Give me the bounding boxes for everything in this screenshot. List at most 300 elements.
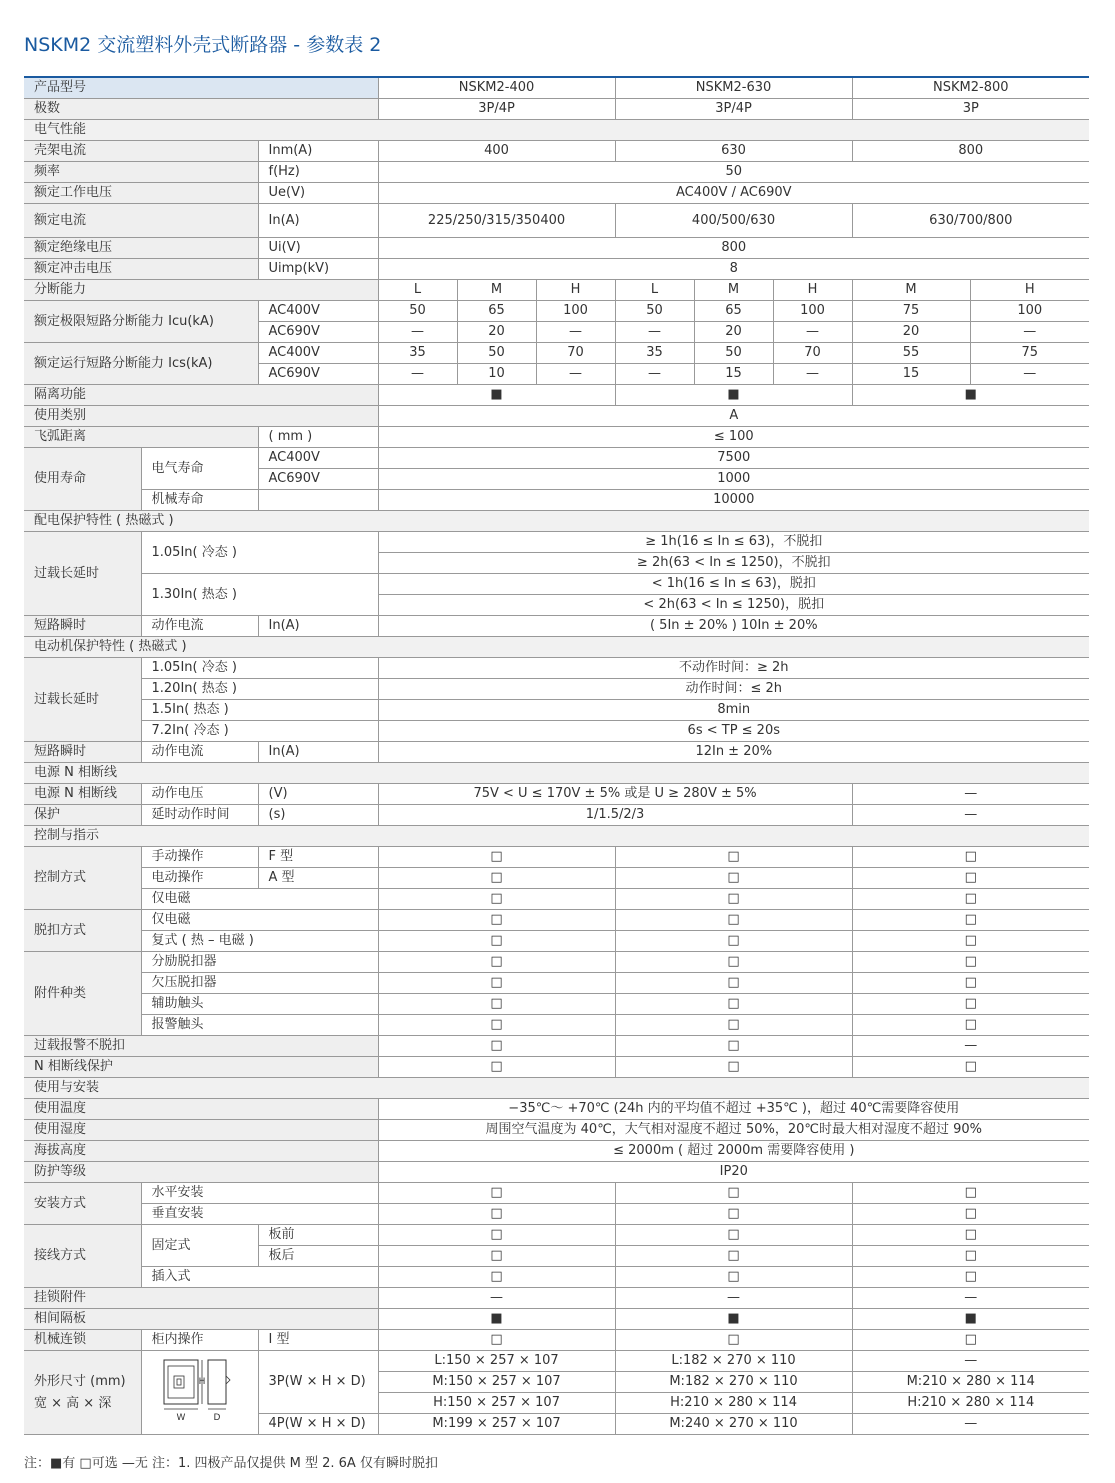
table-cell: 过载长延时 [24, 658, 141, 742]
table-row [24, 805, 1089, 826]
checkbox-symbol: □ [615, 1225, 852, 1246]
value-cell: 7500 [378, 448, 1089, 469]
table-cell: AC400V [258, 343, 378, 364]
value-cell: 35 [615, 343, 694, 364]
table-row [24, 490, 1089, 511]
table-row [24, 868, 1089, 889]
checkbox-symbol: □ [378, 952, 615, 973]
value-cell: 1000 [378, 469, 1089, 490]
table-cell: 1.30In( 热态 ) [141, 574, 378, 616]
value-cell: H [536, 280, 615, 301]
value-cell: A [378, 406, 1089, 427]
value-cell: 12In ± 20% [378, 742, 1089, 763]
value-cell: M [694, 280, 773, 301]
table-cell: A 型 [258, 868, 378, 889]
table-cell: 壳架电流 [24, 141, 258, 162]
value-cell: 100 [773, 301, 852, 322]
checkbox-symbol: □ [852, 994, 1089, 1015]
table-cell: 脱扣方式 [24, 910, 141, 952]
section-header: 电气性能 [24, 120, 1089, 141]
dims-label-1: 外形尺寸 (mm) [34, 1373, 126, 1389]
table-cell: 水平安装 [141, 1183, 378, 1204]
value-cell: □ [615, 1330, 852, 1351]
checkbox-symbol: □ [615, 952, 852, 973]
table-cell: (s) [258, 805, 378, 826]
checkbox-symbol: □ [615, 910, 852, 931]
table-row [24, 406, 1089, 427]
value-cell: M:150 × 257 × 107 [378, 1372, 615, 1393]
value-cell: — [615, 1288, 852, 1309]
value-cell: IP20 [378, 1162, 1089, 1183]
value-cell: 3P/4P [378, 99, 615, 120]
table-row [24, 343, 1089, 364]
value-cell: 15 [852, 364, 970, 385]
table-cell: In(A) [258, 616, 378, 637]
value-cell: — [852, 784, 1089, 805]
table-cell: Ⅰ 型 [258, 1330, 378, 1351]
table-cell: 电气寿命 [141, 448, 258, 490]
value-cell: 630 [615, 141, 852, 162]
value-cell: AC400V / AC690V [378, 183, 1089, 204]
value-cell: ■ [615, 1309, 852, 1330]
table-row [24, 700, 1089, 721]
value-cell: — [852, 1351, 1089, 1372]
table-cell: 3P(W × H × D) [258, 1351, 378, 1414]
value-cell: — [852, 805, 1089, 826]
checkbox-symbol: □ [615, 1183, 852, 1204]
table-row [24, 952, 1089, 973]
section-header: 配电保护特性 ( 热磁式 ) [24, 511, 1089, 532]
value-cell: L:182 × 270 × 110 [615, 1351, 852, 1372]
table-cell: Ui(V) [258, 238, 378, 259]
value-cell: 65 [457, 301, 536, 322]
checkbox-symbol: □ [378, 910, 615, 931]
table-row [24, 910, 1089, 931]
value-cell: □ [378, 1057, 615, 1078]
table-cell: 安装方式 [24, 1183, 141, 1225]
table-row [24, 1183, 1089, 1204]
table-cell: (V) [258, 784, 378, 805]
table-cell: 仅电磁 [141, 910, 378, 931]
value-cell: 8min [378, 700, 1089, 721]
value-cell: ≥ 2h(63 < In ≤ 1250)，不脱扣 [378, 553, 1089, 574]
value-cell: 15 [694, 364, 773, 385]
checkbox-symbol: □ [378, 889, 615, 910]
dims-diagram [141, 1351, 258, 1435]
table-cell: 过载长延时 [24, 532, 141, 616]
value-cell: 20 [852, 322, 970, 343]
value-cell: 6s < TP ≤ 20s [378, 721, 1089, 742]
table-cell: Ue(V) [258, 183, 378, 204]
value-cell: 100 [536, 301, 615, 322]
table-row [24, 1309, 1089, 1330]
table-cell: AC690V [258, 469, 378, 490]
table-cell: 额定极限短路分断能力 Icu(kA) [24, 301, 258, 343]
checkbox-symbol: □ [852, 1246, 1089, 1267]
table-row [24, 637, 1089, 658]
table-cell: 接线方式 [24, 1225, 141, 1288]
value-cell: 50 [378, 162, 1089, 183]
table-row [24, 259, 1089, 280]
table-cell: 短路瞬时 [24, 616, 141, 637]
table-cell: 4P(W × H × D) [258, 1414, 378, 1435]
value-cell: < 2h(63 < In ≤ 1250)，脱扣 [378, 595, 1089, 616]
dims-label [24, 1351, 141, 1435]
table-row [24, 973, 1089, 994]
value-cell: □ [852, 1330, 1089, 1351]
header-label: 产品型号 [24, 77, 378, 99]
checkbox-symbol: □ [852, 973, 1089, 994]
value-cell: ( 5In ± 20% ) 10In ± 20% [378, 616, 1089, 637]
table-cell: 附件种类 [24, 952, 141, 1036]
dim-w-label: W [176, 1413, 185, 1423]
value-cell: 50 [457, 343, 536, 364]
value-cell: — [615, 364, 694, 385]
checkbox-symbol: □ [852, 1225, 1089, 1246]
table-cell: 报警触头 [141, 1015, 378, 1036]
checkbox-symbol: □ [852, 1267, 1089, 1288]
table-cell: 柜内操作 [141, 1330, 258, 1351]
value-cell: □ [378, 1036, 615, 1057]
table-cell: 垂直安装 [141, 1204, 378, 1225]
table-row [24, 742, 1089, 763]
value-cell: M:182 × 270 × 110 [615, 1372, 852, 1393]
table-cell: 板后 [258, 1246, 378, 1267]
value-cell: ≤ 2000m ( 超过 2000m 需要降容使用 ) [378, 1141, 1089, 1162]
value-cell: 10000 [378, 490, 1089, 511]
checkbox-symbol: □ [378, 1246, 615, 1267]
checkbox-symbol: □ [615, 1204, 852, 1225]
checkbox-symbol: □ [852, 952, 1089, 973]
value-cell: — [970, 322, 1089, 343]
value-cell: 50 [378, 301, 457, 322]
table-row [24, 162, 1089, 183]
checkbox-symbol: □ [378, 847, 615, 868]
value-cell: M [457, 280, 536, 301]
table-row [24, 238, 1089, 259]
value-cell: ■ [852, 1309, 1089, 1330]
value-cell: H [970, 280, 1089, 301]
checkbox-symbol: □ [615, 847, 852, 868]
table-cell: 动作电流 [141, 616, 258, 637]
table-cell: 额定工作电压 [24, 183, 258, 204]
value-cell: — [852, 1036, 1089, 1057]
value-cell: H:210 × 280 × 114 [615, 1393, 852, 1414]
value-cell: 20 [457, 322, 536, 343]
value-cell: 10 [457, 364, 536, 385]
legend-note: 注：■有 □可选 —无 注：1. 四极产品仅提供 M 型 2. 6A 仅有瞬时脱扣 [24, 1456, 438, 1471]
table-cell: 过载报警不脱扣 [24, 1036, 378, 1057]
table-cell: 额定冲击电压 [24, 259, 258, 280]
value-cell: — [378, 322, 457, 343]
section-header: 电源 N 相断线 [24, 763, 1089, 784]
table-cell: 欠压脱扣器 [141, 973, 378, 994]
table-row [24, 1204, 1089, 1225]
checkbox-symbol: □ [852, 910, 1089, 931]
table-cell: 防护等级 [24, 1162, 378, 1183]
table-cell: 使用温度 [24, 1099, 378, 1120]
checkbox-symbol: □ [852, 931, 1089, 952]
table-row [24, 532, 1089, 553]
table-cell: 分断能力 [24, 280, 378, 301]
table-cell: 手动操作 [141, 847, 258, 868]
breaker-outline-icon [158, 1354, 242, 1424]
value-cell: M [852, 280, 970, 301]
table-cell: F 型 [258, 847, 378, 868]
table-cell: f(Hz) [258, 162, 378, 183]
checkbox-symbol: □ [615, 1246, 852, 1267]
table-row [24, 1288, 1089, 1309]
table-cell: 挂锁附件 [24, 1288, 378, 1309]
table-row [24, 826, 1089, 847]
table-cell: 辅助触头 [141, 994, 378, 1015]
table-row [24, 763, 1089, 784]
table-cell: 使用寿命 [24, 448, 141, 511]
value-cell: ■ [378, 385, 615, 406]
table-row [24, 658, 1089, 679]
checkbox-symbol: □ [615, 973, 852, 994]
value-cell: 50 [615, 301, 694, 322]
table-cell: 1.05In( 冷态 ) [141, 658, 378, 679]
section-header: 控制与指示 [24, 826, 1089, 847]
checkbox-symbol: □ [378, 973, 615, 994]
value-cell: < 1h(16 ≤ In ≤ 63)，脱扣 [378, 574, 1089, 595]
table-row [24, 616, 1089, 637]
value-cell: 75 [852, 301, 970, 322]
value-cell: — [378, 1288, 615, 1309]
checkbox-symbol: □ [852, 1183, 1089, 1204]
table-row [24, 427, 1089, 448]
section-header: 电动机保护特性 ( 热磁式 ) [24, 637, 1089, 658]
checkbox-symbol: □ [615, 889, 852, 910]
table-row [24, 448, 1089, 469]
checkbox-symbol: □ [378, 1225, 615, 1246]
value-cell: □ [615, 1036, 852, 1057]
dim-d-label: D [213, 1413, 220, 1423]
model-header: NSKM2-800 [852, 77, 1089, 99]
table-row [24, 574, 1089, 595]
table-row [24, 889, 1089, 910]
checkbox-symbol: □ [852, 847, 1089, 868]
table-cell: 电动操作 [141, 868, 258, 889]
table-cell: 极数 [24, 99, 378, 120]
value-cell: □ [378, 1330, 615, 1351]
value-cell: 周围空气温度为 40℃，大气相对湿度不超过 50%，20℃时最大相对湿度不超过 90% [378, 1120, 1089, 1141]
value-cell: L [615, 280, 694, 301]
checkbox-symbol: □ [615, 868, 852, 889]
value-cell: 75 [970, 343, 1089, 364]
table-cell: 额定电流 [24, 204, 258, 238]
value-cell: 400 [378, 141, 615, 162]
table-cell: 隔离功能 [24, 385, 378, 406]
table-cell: ( mm ) [258, 427, 378, 448]
table-row [24, 511, 1089, 532]
value-cell: 65 [694, 301, 773, 322]
checkbox-symbol: □ [852, 868, 1089, 889]
table-cell: 飞弧距离 [24, 427, 258, 448]
value-cell: — [378, 364, 457, 385]
table-cell: 频率 [24, 162, 258, 183]
value-cell: 1/1.5/2/3 [378, 805, 852, 826]
model-header: NSKM2-630 [615, 77, 852, 99]
table-cell: 使用类别 [24, 406, 378, 427]
checkbox-symbol: □ [852, 1015, 1089, 1036]
table-row [24, 847, 1089, 868]
value-cell: — [773, 364, 852, 385]
table-row [24, 77, 1089, 99]
value-cell: 不动作时间：≥ 2h [378, 658, 1089, 679]
value-cell: −35℃～ +70℃ (24h 内的平均值不超过 +35℃ )，超过 40℃需要降容使用 [378, 1099, 1089, 1120]
checkbox-symbol: □ [852, 1204, 1089, 1225]
checkbox-symbol: □ [615, 994, 852, 1015]
table-cell: 1.20In( 热态 ) [141, 679, 378, 700]
value-cell: 400/500/630 [615, 204, 852, 238]
checkbox-symbol: □ [615, 1015, 852, 1036]
value-cell: ■ [615, 385, 852, 406]
table-cell: 海拔高度 [24, 1141, 378, 1162]
value-cell: 8 [378, 259, 1089, 280]
table-row [24, 280, 1089, 301]
table-cell: 动作电流 [141, 742, 258, 763]
value-cell: — [536, 364, 615, 385]
table-cell: AC400V [258, 448, 378, 469]
table-cell: 延时动作时间 [141, 805, 258, 826]
value-cell: 800 [852, 141, 1089, 162]
table-row [24, 1267, 1089, 1288]
value-cell: ≥ 1h(16 ≤ In ≤ 63)，不脱扣 [378, 532, 1089, 553]
table-row [24, 183, 1089, 204]
table-cell: 7.2In( 冷态 ) [141, 721, 378, 742]
table-row [24, 1330, 1089, 1351]
table-cell: 机械连锁 [24, 1330, 141, 1351]
table-row [24, 1015, 1089, 1036]
table-cell: AC690V [258, 322, 378, 343]
table-cell: 插入式 [141, 1267, 378, 1288]
value-cell: 225/250/315/350400 [378, 204, 615, 238]
table-cell: 1.05In( 冷态 ) [141, 532, 378, 574]
value-cell: ■ [852, 385, 1089, 406]
value-cell: 70 [536, 343, 615, 364]
table-cell: 复式 ( 热 – 电磁 ) [141, 931, 378, 952]
value-cell: 20 [694, 322, 773, 343]
value-cell: — [852, 1414, 1089, 1435]
page-title: NSKM2 交流塑料外壳式断路器 - 参数表 2 [24, 34, 382, 56]
table-cell: Inm(A) [258, 141, 378, 162]
spec-table [24, 76, 1089, 1435]
value-cell: — [970, 364, 1089, 385]
value-cell: 75V < U ≤ 170V ± 5% 或是 U ≥ 280V ± 5% [378, 784, 852, 805]
value-cell: — [773, 322, 852, 343]
value-cell: — [852, 1288, 1089, 1309]
dim-h-label: H [198, 1377, 205, 1387]
value-cell: M:199 × 257 × 107 [378, 1414, 615, 1435]
value-cell: ≤ 100 [378, 427, 1089, 448]
model-header: NSKM2-400 [378, 77, 615, 99]
table-cell: 额定绝缘电压 [24, 238, 258, 259]
table-row [24, 141, 1089, 162]
checkbox-symbol: □ [378, 994, 615, 1015]
value-cell: 动作时间：≤ 2h [378, 679, 1089, 700]
table-row [24, 204, 1089, 238]
table-row [24, 1225, 1089, 1246]
table-row [24, 385, 1089, 406]
checkbox-symbol: □ [378, 1267, 615, 1288]
table-row [24, 1162, 1089, 1183]
value-cell: 70 [773, 343, 852, 364]
table-cell: AC400V [258, 301, 378, 322]
table-row [24, 301, 1089, 322]
value-cell: 3P [852, 99, 1089, 120]
table-cell: 使用湿度 [24, 1120, 378, 1141]
table-cell: 仅电磁 [141, 889, 378, 910]
value-cell: M:240 × 270 × 110 [615, 1414, 852, 1435]
value-cell: 100 [970, 301, 1089, 322]
table-row [24, 120, 1089, 141]
value-cell: H:210 × 280 × 114 [852, 1393, 1089, 1414]
checkbox-symbol: □ [615, 931, 852, 952]
value-cell: 630/700/800 [852, 204, 1089, 238]
value-cell: — [536, 322, 615, 343]
value-cell: H [773, 280, 852, 301]
table-cell: In(A) [258, 742, 378, 763]
value-cell: □ [852, 1057, 1089, 1078]
table-cell: Uimp(kV) [258, 259, 378, 280]
table-cell: 机械寿命 [141, 490, 258, 511]
table-cell: 1.5In( 热态 ) [141, 700, 378, 721]
table-cell: 板前 [258, 1225, 378, 1246]
value-cell: M:210 × 280 × 114 [852, 1372, 1089, 1393]
value-cell: 800 [378, 238, 1089, 259]
table-cell: 相间隔板 [24, 1309, 378, 1330]
dims-label-2: 宽 × 高 × 深 [34, 1395, 112, 1411]
table-row [24, 721, 1089, 742]
checkbox-symbol: □ [378, 1183, 615, 1204]
table-cell [258, 490, 378, 511]
value-cell: H:150 × 257 × 107 [378, 1393, 615, 1414]
table-cell: 电源 N 相断线 [24, 784, 141, 805]
value-cell: 55 [852, 343, 970, 364]
table-row [24, 1099, 1089, 1120]
checkbox-symbol: □ [378, 1204, 615, 1225]
checkbox-symbol: □ [378, 931, 615, 952]
value-cell: ■ [378, 1309, 615, 1330]
table-cell: 分励脱扣器 [141, 952, 378, 973]
checkbox-symbol: □ [378, 868, 615, 889]
table-row [24, 994, 1089, 1015]
table-cell: 动作电压 [141, 784, 258, 805]
table-cell: 控制方式 [24, 847, 141, 910]
table-row [24, 1036, 1089, 1057]
table-cell: 保护 [24, 805, 141, 826]
table-cell: AC690V [258, 364, 378, 385]
table-cell: 固定式 [141, 1225, 258, 1267]
table-row [24, 1078, 1089, 1099]
value-cell: 35 [378, 343, 457, 364]
table-row [24, 931, 1089, 952]
table-row [24, 1057, 1089, 1078]
table-cell: 短路瞬时 [24, 742, 141, 763]
value-cell: — [615, 322, 694, 343]
section-header: 使用与安装 [24, 1078, 1089, 1099]
checkbox-symbol: □ [852, 889, 1089, 910]
table-cell: N 相断线保护 [24, 1057, 378, 1078]
checkbox-symbol: □ [615, 1267, 852, 1288]
table-cell: In(A) [258, 204, 378, 238]
table-row [24, 679, 1089, 700]
table-row [24, 784, 1089, 805]
value-cell: L:150 × 257 × 107 [378, 1351, 615, 1372]
table-row [24, 1120, 1089, 1141]
